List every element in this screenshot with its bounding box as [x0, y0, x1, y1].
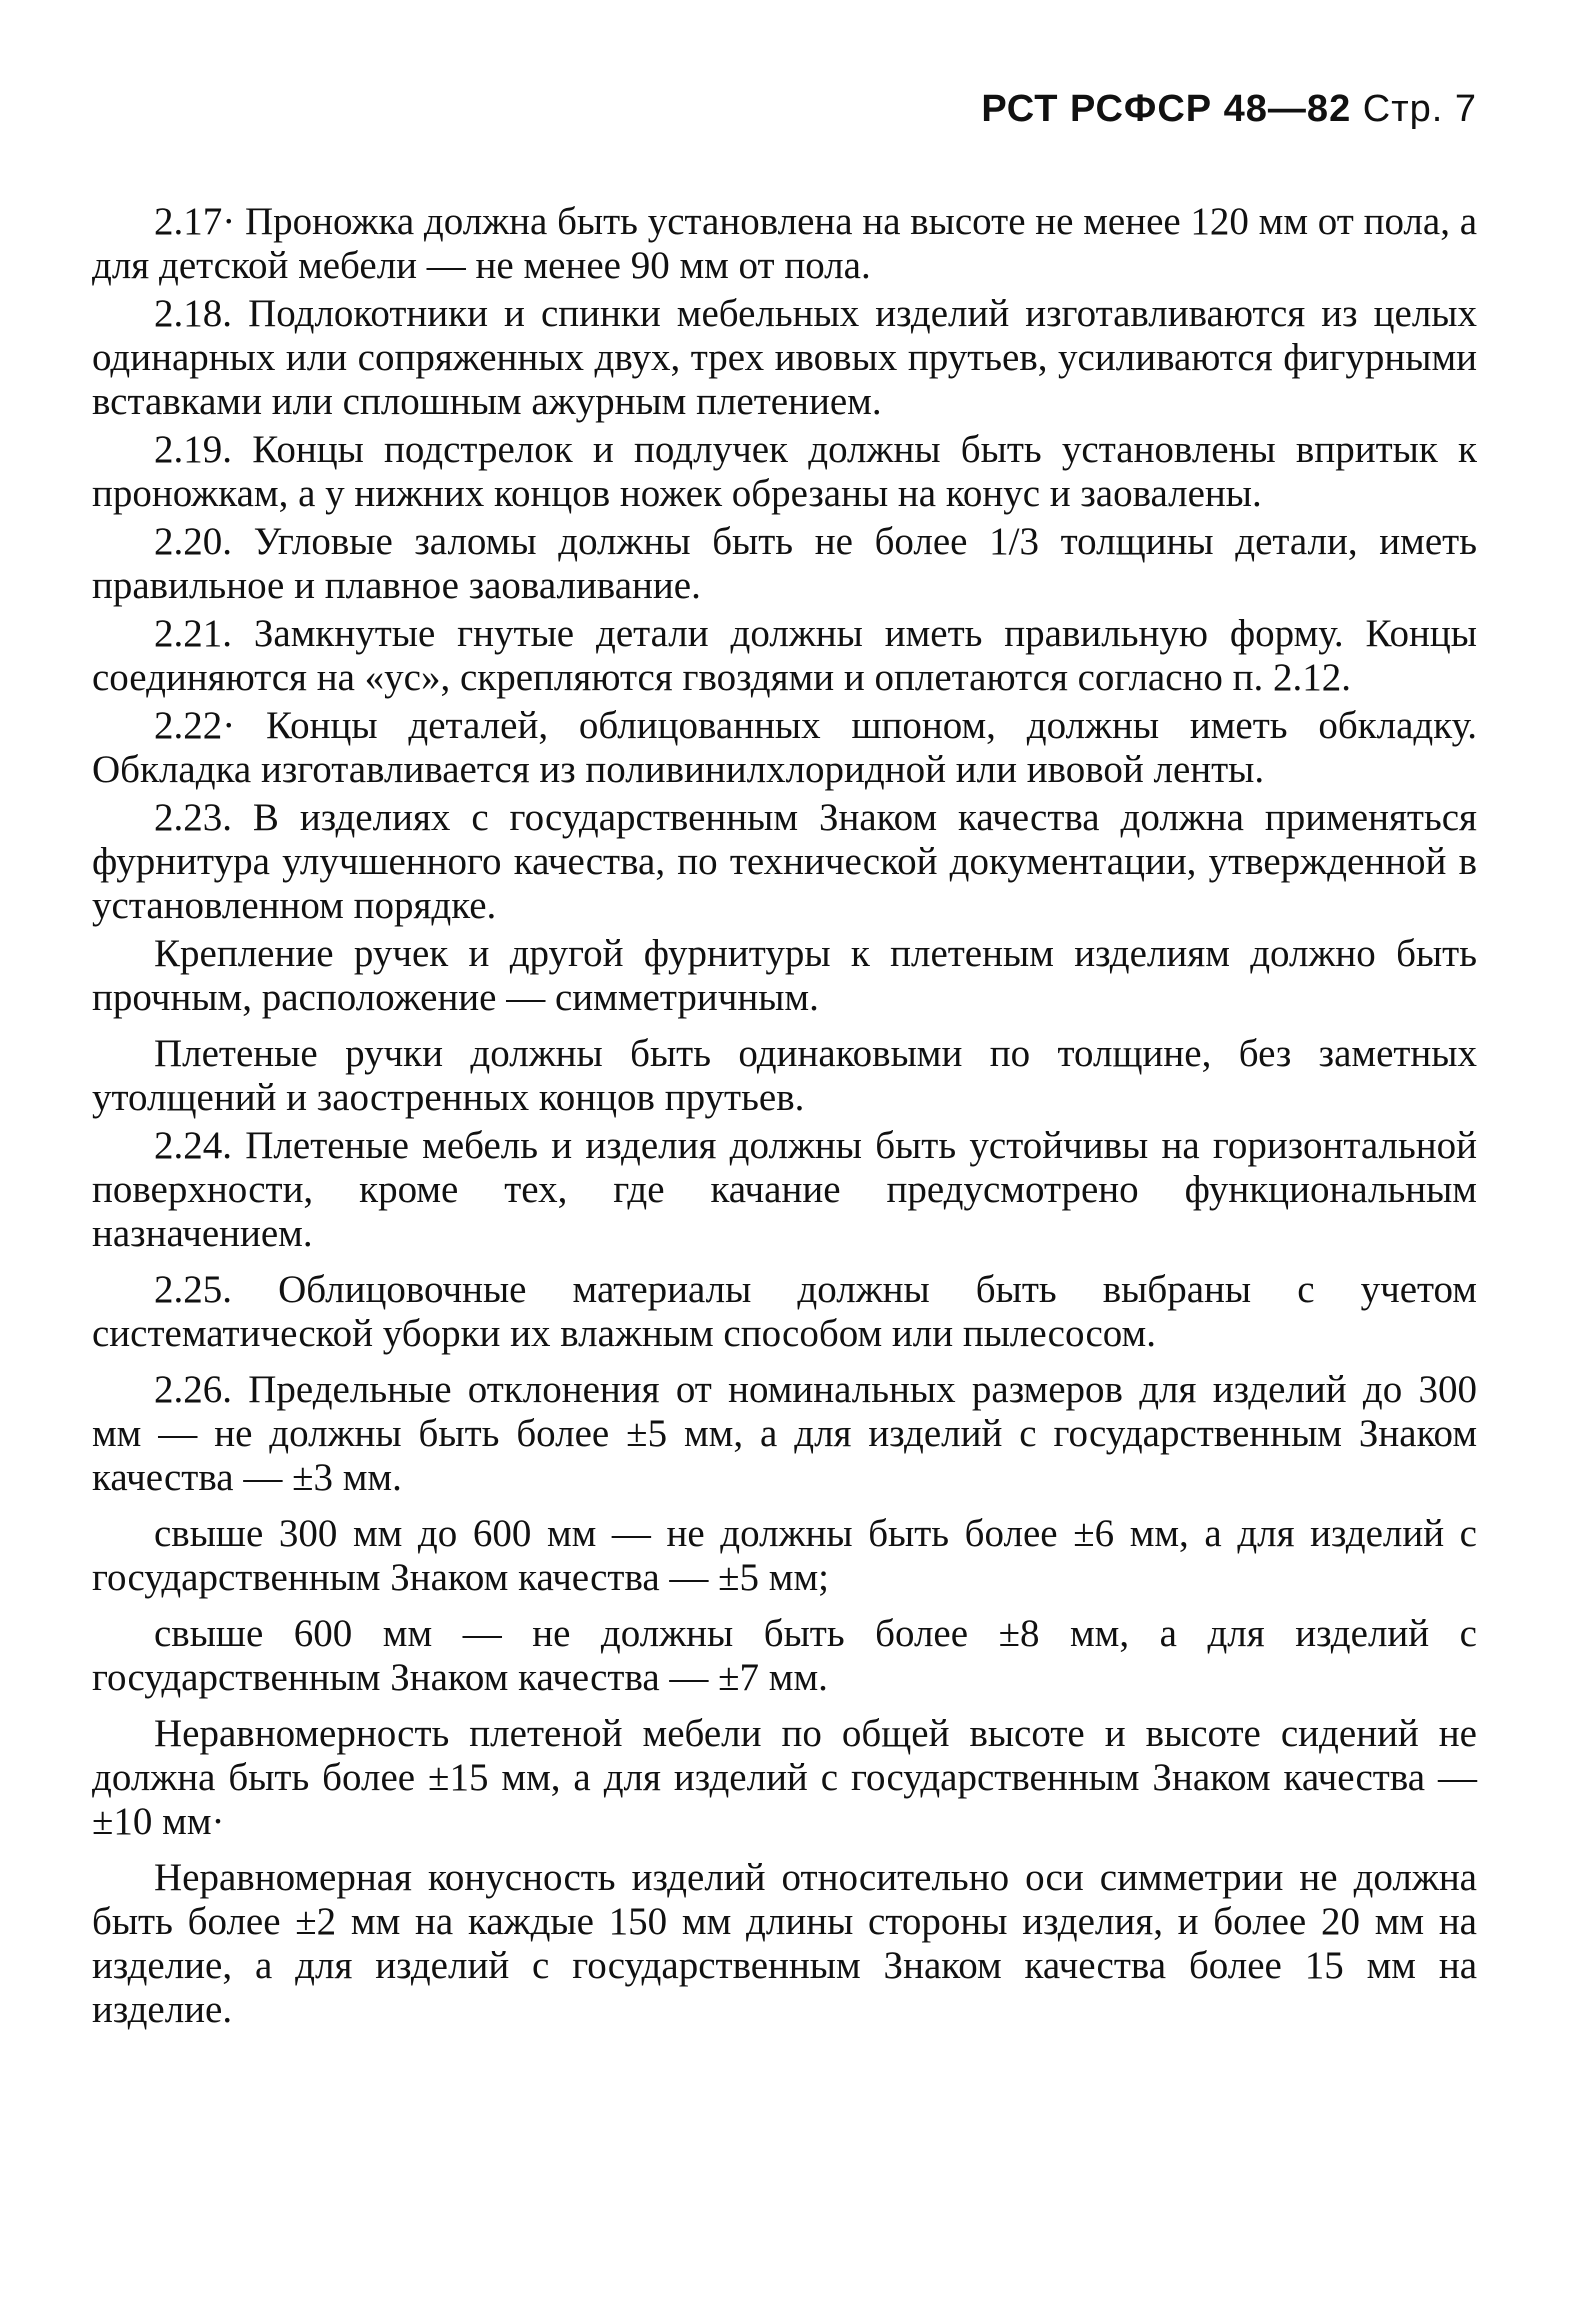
paragraph-2-19: 2.19. Концы подстрелок и подлучек должны быть установлены впритык к проножкам, а у нижних концов ножек обрезаны на конус и заовалены. — [92, 428, 1477, 515]
paragraph-conicity: Неравномерная конусность изделий относительно оси симметрии не должна быть более ±2 мм на каждые 150 мм длины стороны изделия, и более 20 мм на изделие, а для изделий с государственным Знаком качества более 15 мм на изделие. — [92, 1856, 1477, 2031]
paragraph-over-600mm: свыше 600 мм — не должны быть более ±8 мм, а для изделий с государственным Знаком качества — ±7 мм. — [92, 1612, 1477, 1699]
page-header — [981, 88, 1477, 131]
standard-designation: РСТ РСФСР 48—82 — [981, 88, 1352, 130]
paragraph-wicker-handles: Плетеные ручки должны быть одинаковыми по толщине, без заметных утолщений и заостренных концов прутьев. — [92, 1032, 1477, 1119]
paragraph-2-22: 2.22· Концы деталей, облицованных шпоном, должны иметь обкладку. Обкладка изготавливается из поливинилхлоридной или ивовой ленты. — [92, 704, 1477, 791]
paragraph-2-25: 2.25. Облицовочные материалы должны быть выбраны с учетом систематической уборки их влажным способом или пылесосом. — [92, 1268, 1477, 1355]
page-number: Стр. 7 — [1362, 88, 1477, 130]
paragraph-fittings-fastening: Крепление ручек и другой фурнитуры к плетеным изделиям должно быть прочным, расположение — симметричным. — [92, 932, 1477, 1019]
paragraph-height-unevenness: Неравномерность плетеной мебели по общей высоте и высоте сидений не должна быть более ±15 мм, а для изделий с государственным Знаком качества — ±10 мм· — [92, 1712, 1477, 1843]
document-body — [92, 200, 1477, 2036]
paragraph-2-21: 2.21. Замкнутые гнутые детали должны иметь правильную форму. Концы соединяются на «ус», скрепляются гвоздями и оплетаются согласно п. 2.12. — [92, 612, 1477, 699]
paragraph-2-20: 2.20. Угловые заломы должны быть не более 1/3 толщины детали, иметь правильное и плавное заоваливание. — [92, 520, 1477, 607]
paragraph-2-26: 2.26. Предельные отклонения от номинальных размеров для изделий до 300 мм — не должны быть более ±5 мм, а для изделий с государственным Знаком качества — ±3 мм. — [92, 1368, 1477, 1499]
paragraph-2-24: 2.24. Плетеные мебель и изделия должны быть устойчивы на горизонтальной поверхности, кроме тех, где качание предусмотрено функциональным назначением. — [92, 1124, 1477, 1255]
paragraph-2-17: 2.17· Проножка должна быть установлена на высоте не менее 120 мм от пола, а для детской мебели — не менее 90 мм от пола. — [92, 200, 1478, 287]
paragraph-over-300mm: свыше 300 мм до 600 мм — не должны быть более ±6 мм, а для изделий с государственным Знаком качества — ±5 мм; — [92, 1512, 1477, 1599]
paragraph-2-18: 2.18. Подлокотники и спинки мебельных изделий изготавливаются из целых одинарных или сопряженных двух, трех ивовых прутьев, усиливаются фигурными вставками или сплошным ажурным плетением. — [92, 292, 1477, 423]
paragraph-2-23: 2.23. В изделиях с государственным Знаком качества должна применяться фурнитура улучшенного качества, по технической документации, утвержденной в установленном порядке. — [92, 796, 1477, 927]
